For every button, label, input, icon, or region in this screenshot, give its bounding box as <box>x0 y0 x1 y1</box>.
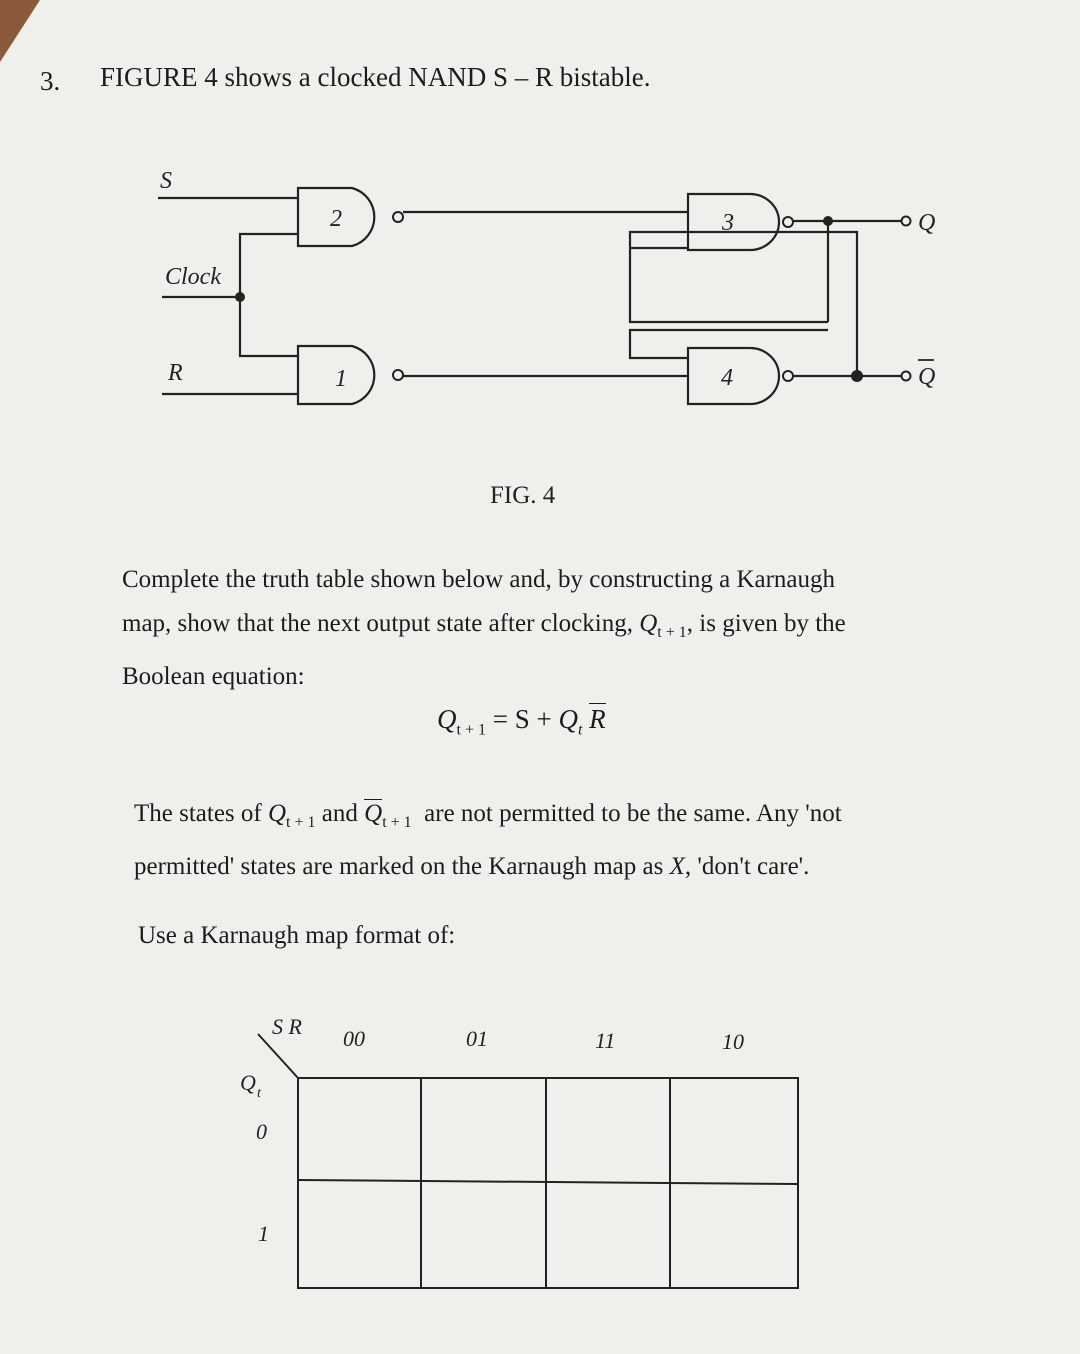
instruction-line-1: Complete the truth table shown below and, by constructing a Karnaugh <box>122 566 836 593</box>
question-number: 3. <box>40 66 61 96</box>
kmap-row-header: 0 <box>256 1119 267 1144</box>
kmap-row-label-sub: t <box>257 1086 261 1101</box>
kmap-col-label: S R <box>272 1014 302 1039</box>
kmap-col-header: 01 <box>466 1026 488 1051</box>
output-terminal <box>902 217 911 226</box>
output-terminal <box>902 372 911 381</box>
gate-label-2: 2 <box>330 206 342 232</box>
inversion-bubble <box>393 370 403 380</box>
figure-caption: FIG. 4 <box>490 482 556 509</box>
output-label-qbar: Q <box>918 364 936 390</box>
kmap-diagonal <box>258 1034 298 1078</box>
kmap-grid-border <box>298 1078 798 1288</box>
inversion-bubble <box>393 212 403 222</box>
kmap-col-header: 00 <box>343 1026 365 1051</box>
junction-dot <box>235 292 245 302</box>
kmap-col-header: 10 <box>722 1029 744 1054</box>
junction-dot <box>851 370 863 382</box>
nand-gate-4 <box>688 348 779 404</box>
kmap-grid-line <box>298 1180 798 1184</box>
states-line-1: The states of $Q_{t + 1}$ and $Q_{t + 1}$ are not permitted to be the same. Any 'not <box>134 800 842 831</box>
instruction-line-3: Boolean equation: <box>122 663 305 690</box>
gate-label-1: 1 <box>335 366 347 392</box>
boolean-equation: $Q_{t + 1} = S + Q_t$ R <box>437 704 606 739</box>
output-label-q: Q <box>918 210 936 236</box>
states-line-2: permitted' states are marked on the Karnaugh map as X, 'don't care'. <box>134 853 810 880</box>
kmap-row-label: Q <box>240 1070 256 1095</box>
kmap-col-header: 11 <box>595 1028 616 1053</box>
inversion-bubble <box>783 217 793 227</box>
input-label-s: S <box>160 168 172 194</box>
inversion-bubble <box>783 371 793 381</box>
question-title: FIGURE 4 shows a clocked NAND S – R bistable. <box>100 62 651 92</box>
gate-label-3: 3 <box>722 210 734 236</box>
instruction-paragraph <box>122 558 846 699</box>
junction-dot <box>823 216 833 226</box>
instruction-line-2: map, show that the next output state after clocking, $Q_{t + 1}$, is given by the <box>122 610 846 641</box>
kmap-intro: Use a Karnaugh map format of: <box>138 922 456 949</box>
kmap-row-header: 1 <box>258 1221 269 1246</box>
input-label-clock: Clock <box>165 264 221 290</box>
circuit-diagram <box>0 0 1080 520</box>
states-paragraph <box>134 792 842 889</box>
input-label-r: R <box>168 360 183 386</box>
gate-label-4: 4 <box>721 365 733 391</box>
